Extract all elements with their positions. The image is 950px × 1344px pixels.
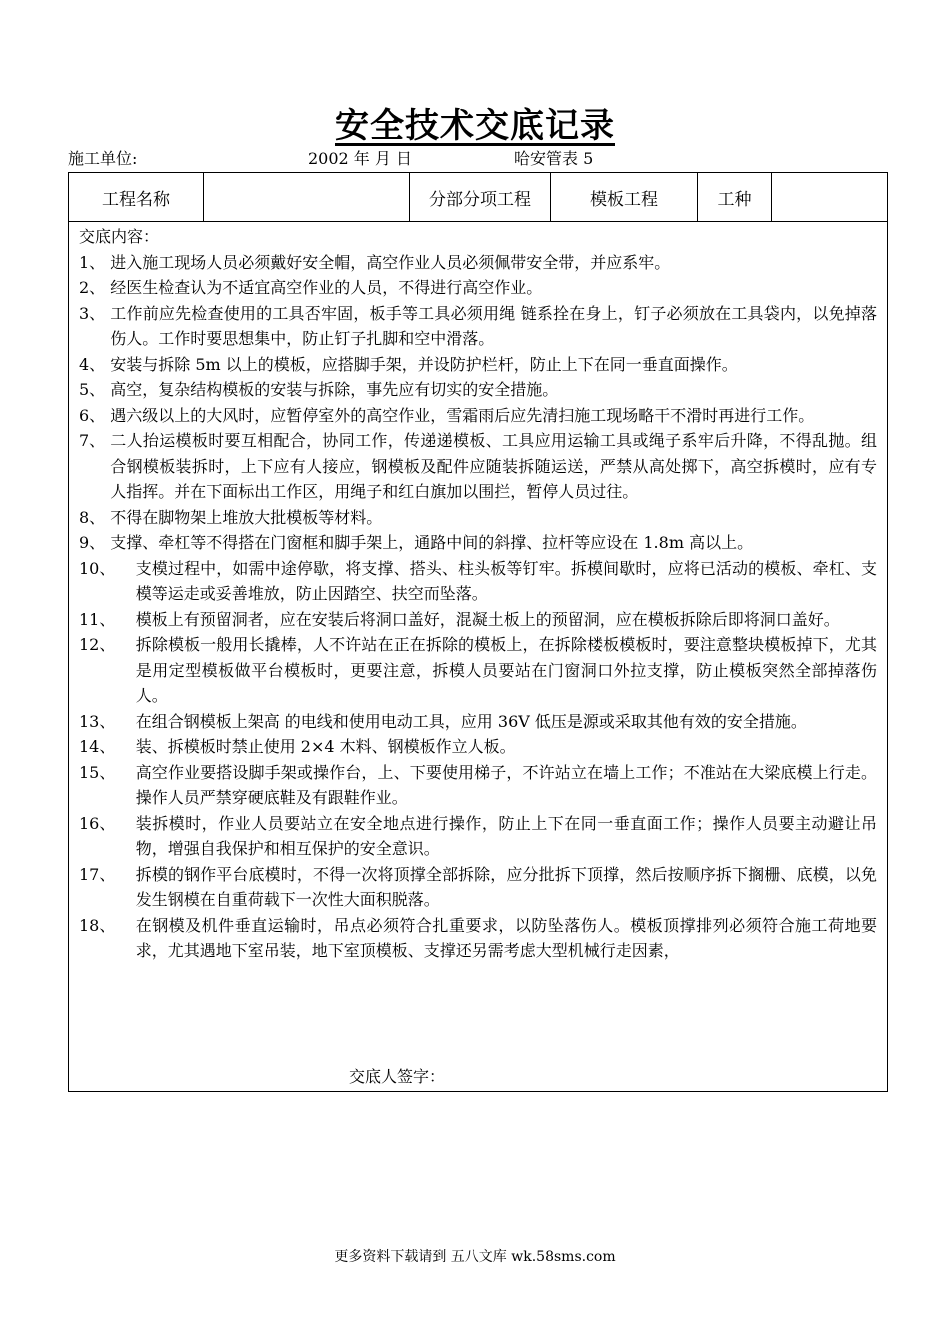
item-text: 支撑、牵杠等不得搭在门窗框和脚手架上，通路中间的斜撑、拉杆等应设在 1.8m 高以上。 bbox=[110, 533, 754, 552]
footer-text: 更多资料下载请到 五八文库 wk.58sms.com bbox=[334, 1249, 616, 1265]
item-text: 支模过程中，如需中途停歇，将支撑、搭头、柱头板等钉牢。拆模间歇时，应将已活动的模板、牵杠、支模等运走或妥善堆放，防止因踏空、扶空而坠落。 bbox=[135, 558, 877, 603]
item-text: 安装与拆除 5m 以上的模板，应搭脚手架，并设防护栏杆，防止上下在同一垂直面操作。 bbox=[110, 354, 738, 374]
date-field: 2002 年 月 日 bbox=[308, 149, 412, 168]
list-item bbox=[79, 275, 877, 301]
signature-label: 交底人签字： bbox=[349, 1067, 446, 1086]
construction-unit-label: 施工单位: bbox=[68, 149, 138, 168]
document-title: 安全技术交底记录 bbox=[335, 106, 615, 146]
item-text: 在组合钢模板上架高 的电线和使用电动工具，应用 36V 低压是源或采取其他有效的安全措施。 bbox=[135, 711, 807, 731]
item-number: 14、 bbox=[79, 737, 136, 756]
content-heading: 交底内容： bbox=[79, 227, 160, 246]
sub-project-label: 分部分项工程 bbox=[410, 173, 551, 222]
item-text: 遇六级以上的大风时，应暂停室外的高空作业，雪霜雨后应先清扫施工现场略干不滑时再进行工作。 bbox=[110, 405, 815, 425]
content-box bbox=[68, 220, 888, 1092]
list-item bbox=[79, 530, 877, 556]
content-text bbox=[69, 220, 887, 964]
item-number: 16、 bbox=[79, 813, 136, 833]
work-type-value bbox=[772, 173, 888, 222]
project-name-value bbox=[204, 173, 410, 222]
work-type-label: 工种 bbox=[698, 173, 772, 222]
list-item bbox=[79, 734, 877, 760]
content-items bbox=[79, 250, 877, 964]
list-item bbox=[79, 403, 877, 429]
item-text: 装拆模时，作业人员要站立在安全地点进行操作，防止上下在同一垂直面工作；操作人员要主动避让吊物，增强自我保护和相互保护的安全意识。 bbox=[135, 813, 877, 858]
list-item bbox=[79, 301, 877, 352]
item-number: 5、 bbox=[79, 380, 111, 399]
item-number: 13、 bbox=[79, 711, 136, 731]
list-item bbox=[79, 377, 877, 403]
project-name-label: 工程名称 bbox=[69, 173, 204, 222]
list-item bbox=[79, 632, 877, 709]
item-text: 高空作业要搭设脚手架或操作台，上、下要使用梯子，不许站立在墙上工作；不准站在大梁底模上行走。操作人员严禁穿硬底鞋及有跟鞋作业。 bbox=[135, 762, 877, 807]
sub-project-value: 模板工程 bbox=[551, 173, 698, 222]
item-number: 1、 bbox=[79, 252, 111, 272]
item-number: 15、 bbox=[79, 762, 136, 782]
item-text: 模板上有预留洞者，应在安装后将洞口盖好，混凝土板上的预留洞，应在模板拆除后即将洞口盖好。 bbox=[135, 609, 840, 629]
item-text: 进入施工现场人员必须戴好安全帽，高空作业人员必须佩带安全带，并应系牢。 bbox=[110, 252, 671, 272]
item-number: 8、 bbox=[79, 507, 111, 527]
item-number: 3、 bbox=[79, 303, 111, 323]
header-row bbox=[68, 148, 888, 170]
list-item bbox=[79, 709, 877, 735]
list-item bbox=[79, 428, 877, 505]
list-item bbox=[79, 862, 877, 913]
item-text: 工作前应先检查使用的工具否牢固，板手等工具必须用绳 链系拴在身上，钉子必须放在工具袋内，以免掉落伤人。工作时要思想集中，防止钉子扎脚和空中滑落。 bbox=[110, 303, 877, 348]
item-number: 17、 bbox=[79, 864, 136, 884]
item-text: 高空，复杂结构模板的安装与拆除，事先应有切实的安全措施。 bbox=[110, 380, 559, 399]
list-item bbox=[79, 505, 877, 531]
info-table bbox=[68, 172, 888, 222]
item-number: 12、 bbox=[79, 635, 136, 654]
list-item bbox=[79, 250, 877, 276]
item-text: 不得在脚物架上堆放大批模板等材料。 bbox=[110, 507, 383, 527]
item-number: 2、 bbox=[79, 278, 111, 297]
list-item bbox=[79, 556, 877, 607]
list-item bbox=[79, 811, 877, 862]
form-code: 哈安管表 5 bbox=[514, 149, 594, 168]
list-item bbox=[79, 607, 877, 633]
list-item bbox=[79, 352, 877, 378]
info-row bbox=[69, 173, 888, 222]
item-number: 10、 bbox=[79, 558, 136, 578]
item-number: 6、 bbox=[79, 405, 111, 425]
item-number: 18、 bbox=[79, 915, 136, 935]
item-number: 4、 bbox=[79, 354, 111, 374]
item-text: 二人抬运模板时要互相配合，协同工作，传递递模板、工具应用运输工具或绳子系牢后升降，不得乱抛。组合钢模板装拆时，上下应有人接应，钢模板及配件应随装拆随运送，严禁从高处掷下，高空拆模时，应有专人指挥。并在下面标出工作区，用绳子和红白旗加以围拦，暂停人员过往。 bbox=[110, 431, 877, 501]
item-number: 7、 bbox=[79, 431, 111, 450]
item-number: 9、 bbox=[79, 533, 111, 552]
list-item bbox=[79, 913, 877, 964]
item-text: 拆除模板一般用长撬棒，人不许站在正在拆除的模板上，在拆除楼板模板时，要注意整块模板掉下，尤其是用定型模板做平台模板时，更要注意，拆模人员要站在门窗洞口外拉支撑，防止模板突然全部掉落伤人。 bbox=[135, 635, 877, 705]
item-text: 装、拆模板时禁止使用 2×4 木料、钢模板作立人板。 bbox=[135, 737, 516, 756]
item-number: 11、 bbox=[79, 609, 136, 629]
list-item bbox=[79, 760, 877, 811]
item-text: 经医生检查认为不适宜高空作业的人员，不得进行高空作业。 bbox=[110, 278, 543, 297]
item-text: 拆模的钢作平台底模时，不得一次将顶撑全部拆除，应分批拆下顶撑，然后按顺序拆下搁栅、底模，以免发生钢模在自重荷载下一次性大面积脱落。 bbox=[135, 864, 877, 909]
item-text: 在钢模及机件垂直运输时，吊点必须符合扎重要求，以防坠落伤人。模板顶撑排列必须符合施工荷地要求，尤其遇地下室吊装，地下室顶模板、支撑还另需考虑大型机械行走因素， bbox=[135, 915, 877, 960]
